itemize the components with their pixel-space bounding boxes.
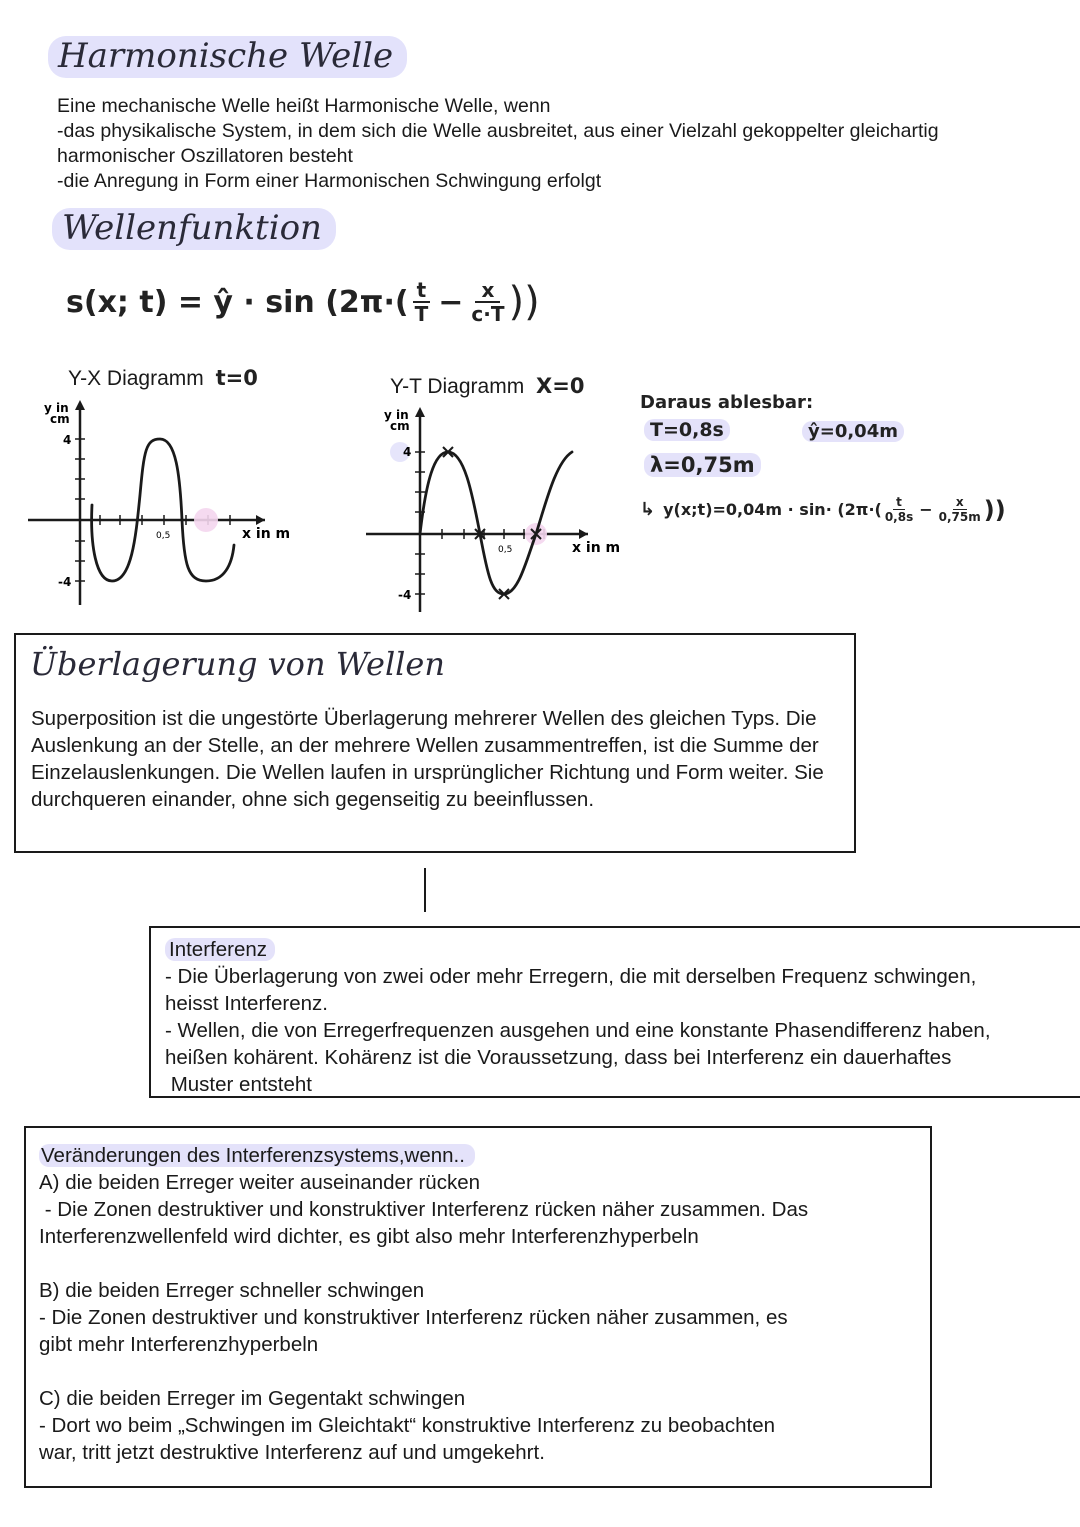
veraenderungen-heading: Veränderungen des Interferenzsystems,wenn.. xyxy=(39,1144,475,1167)
heading-wellenfunktion xyxy=(52,208,336,250)
veraenderungen-c-line-1: - Dort wo beim „Schwingen im Gleichtakt“ konstruktive Interferenz zu beobachten xyxy=(39,1414,776,1437)
yt-wave-curve xyxy=(420,452,572,594)
readout-wavelength: λ=0,75m xyxy=(644,453,761,477)
yt-condition: X=0 xyxy=(536,374,585,398)
yx-marker xyxy=(194,508,218,532)
readout-result xyxy=(640,495,1070,524)
readout-title: Daraus ablesbar: xyxy=(640,392,814,413)
yt-cross-markers xyxy=(443,447,541,599)
yx-x-label: x in m xyxy=(242,526,291,542)
readout-result-x-num: x xyxy=(953,495,967,510)
yx-y-tick-pos: 4 xyxy=(63,433,72,447)
section1-text xyxy=(57,94,1057,194)
yx-x-tick: 0,5 xyxy=(156,531,171,541)
readout-result-close: )) xyxy=(983,495,1006,524)
veraenderungen-c-line-2: war, tritt jetzt destruktive Interferenz auf und umgekehrt. xyxy=(39,1441,545,1464)
yx-condition: t=0 xyxy=(215,366,258,390)
connector-line xyxy=(424,868,426,912)
formula-lhs: s(x; t) = ŷ · sin (2π·( xyxy=(66,284,409,320)
readout-result-x-den: 0,75m xyxy=(938,510,981,524)
yx-y-label-2: cm xyxy=(50,412,70,426)
readout-block xyxy=(640,392,1070,524)
yx-y-label-1: y in xyxy=(44,401,69,415)
readout-period: T=0,8s xyxy=(644,419,730,441)
yt-y-axis-arrow xyxy=(415,407,425,417)
veraenderungen-b-line-1: - Die Zonen destruktiver und konstruktiver Interferenz rücken näher zusammen, es xyxy=(39,1306,788,1329)
veraenderungen-a-line-2: Interferenzwellenfeld wird dichter, es gibt also mehr Interferenzhyperbeln xyxy=(39,1225,699,1248)
interferenz-line-5: Muster entsteht xyxy=(165,1073,312,1096)
yt-y-label-2: cm xyxy=(390,419,410,433)
superposition-box xyxy=(14,633,856,853)
section1-line-4: -die Anregung in Form einer Harmonischen Schwingung erfolgt xyxy=(57,170,602,192)
readout-result-t-num: t xyxy=(893,495,905,510)
veraenderungen-b-line-2: gibt mehr Interferenzhyperbeln xyxy=(39,1333,319,1356)
section1-line-2: -das physikalische System, in dem sich die Welle ausbreitet, aus einer Vielzahl gekoppelter gleichartig xyxy=(57,120,939,142)
readout-result-t-den: 0,8s xyxy=(884,510,914,524)
yt-ticks xyxy=(415,452,544,594)
yx-diagram xyxy=(20,395,310,610)
yx-y-axis-arrow xyxy=(75,400,85,410)
veraenderungen-a-line-1: - Die Zonen destruktiver und konstruktiver Interferenz rücken näher zusammen. Das xyxy=(39,1198,809,1221)
formula-t-num: t xyxy=(413,279,431,303)
formula-minus: − xyxy=(438,284,464,320)
interferenz-line-1: - Die Überlagerung von zwei oder mehr Erregern, die mit derselben Frequenz schwingen, xyxy=(165,965,977,988)
heading-harmonische-welle xyxy=(48,36,407,78)
readout-result-minus: − xyxy=(919,500,933,519)
interferenz-line-4: heißen kohärent. Kohärenz ist die Voraussetzung, dass bei Interferenz ein dauerhaftes xyxy=(165,1046,952,1069)
veraenderungen-box xyxy=(24,1126,932,1488)
formula-x-den: c·T xyxy=(471,302,505,326)
wave-function-formula xyxy=(66,272,540,332)
section1-line-3: harmonischer Oszillatoren besteht xyxy=(57,145,353,167)
yt-diagram xyxy=(360,402,650,617)
yx-diagram-title xyxy=(68,366,258,391)
yt-title-text: Y-T Diagramm xyxy=(390,375,525,398)
readout-arrow: ↳ xyxy=(640,499,656,520)
yt-diagram-title xyxy=(390,374,584,399)
yx-title-text: Y-X Diagramm xyxy=(68,367,204,390)
formula-t-den: T xyxy=(414,302,429,326)
yt-y-label-1: y in xyxy=(384,408,409,422)
formula-close: )) xyxy=(508,279,540,325)
formula-x-num: x xyxy=(475,279,500,303)
interferenz-line-3: - Wellen, die von Erregerfrequenzen ausgehen und eine konstante Phasendifferenz haben, xyxy=(165,1019,991,1042)
heading-harmonische-welle-text: Harmonische Welle xyxy=(48,36,407,78)
section1-line-1: Eine mechanische Welle heißt Harmonische Welle, wenn xyxy=(57,95,551,117)
veraenderungen-a-title: A) die beiden Erreger weiter auseinander rücken xyxy=(39,1171,481,1194)
yt-x-axis-arrow xyxy=(579,529,588,539)
yx-y-tick-neg: -4 xyxy=(58,575,72,589)
interferenz-heading: Interferenz xyxy=(165,938,275,961)
interferenz-box xyxy=(149,926,1080,1098)
yt-y-tick-neg: -4 xyxy=(398,588,412,602)
yt-x-label: x in m xyxy=(572,540,621,556)
readout-amplitude: ŷ=0,04m xyxy=(802,421,904,442)
superposition-heading: Überlagerung von Wellen xyxy=(30,645,445,683)
veraenderungen-c-title: C) die beiden Erreger im Gegentakt schwingen xyxy=(39,1387,466,1410)
veraenderungen-b-title: B) die beiden Erreger schneller schwingen xyxy=(39,1279,425,1302)
readout-result-prefix: y(x;t)=0,04m · sin· (2π·( xyxy=(663,500,882,519)
yx-x-axis-arrow xyxy=(256,515,265,525)
yx-wave-curve xyxy=(92,439,234,581)
heading-wellenfunktion-text: Wellenfunktion xyxy=(52,208,336,250)
interferenz-line-2: heisst Interferenz. xyxy=(165,992,328,1015)
yt-x-tick: 0,5 xyxy=(498,545,513,555)
superposition-text: Superposition ist die ungestörte Überlagerung mehrerer Wellen des gleichen Typs. Die Auslenkung an der Stelle, an der mehrere Wellen zusammentreffen, ist die Summe der Einzelauslenkungen. Die Wellen laufen in ursprünglicher Richtung und Form weiter. Sie durchqueren einander, ohne sich gegenseitig zu beeinflussen. xyxy=(31,707,824,811)
yt-y-tick-pos: 4 xyxy=(403,445,412,459)
